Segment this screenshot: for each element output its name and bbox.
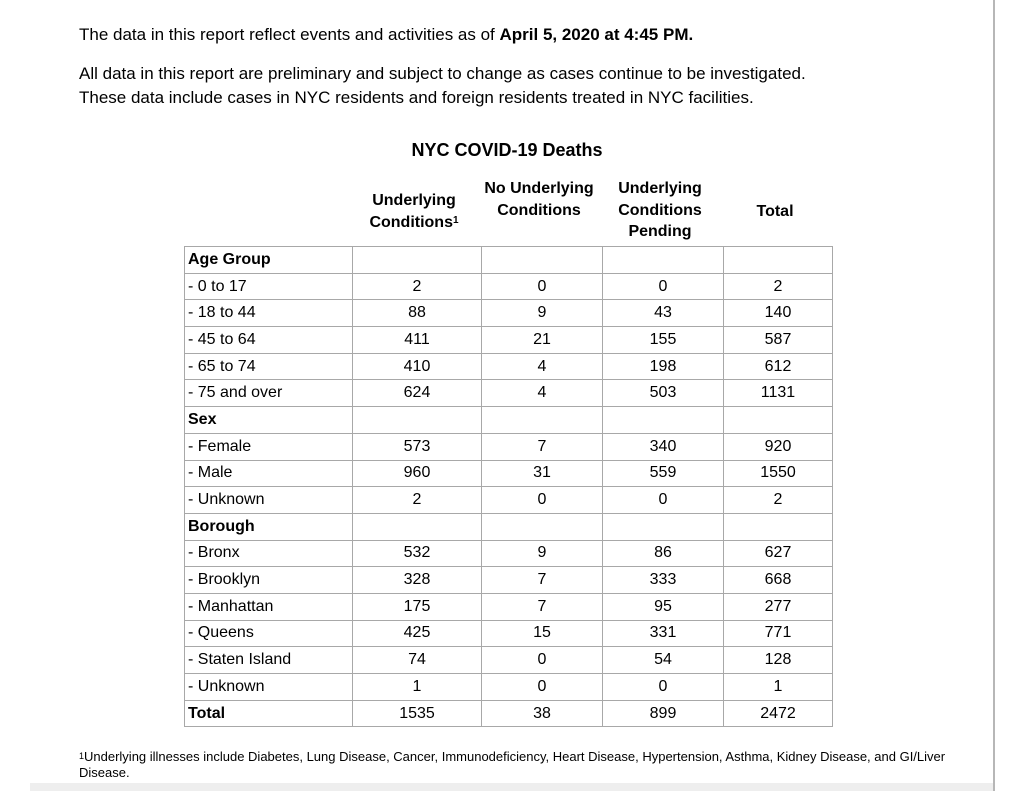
underlying-value [353,513,482,540]
section-row [185,513,833,540]
pending-value: 95 [603,593,724,620]
table-row [185,540,833,567]
no-underlying-value: 31 [482,460,603,487]
pending-value: 0 [603,674,724,701]
total-value: 128 [724,647,833,674]
no-underlying-value [482,407,603,434]
table-row [185,460,833,487]
table-row [185,620,833,647]
total-value: 627 [724,540,833,567]
row-label: - Unknown [185,674,353,701]
pending-value: 331 [603,620,724,647]
table-row [185,433,833,460]
underlying-value [353,407,482,434]
pending-value: 86 [603,540,724,567]
total-value: 140 [724,300,833,327]
total-value: 2472 [724,700,833,727]
total-value [724,407,833,434]
deaths-table-body [185,247,833,727]
total-value: 2 [724,487,833,514]
pending-value: 0 [603,273,724,300]
pending-value: 340 [603,433,724,460]
underlying-value: 328 [353,567,482,594]
no-underlying-value: 38 [482,700,603,727]
pending-value: 559 [603,460,724,487]
page-bottom-shadow [30,783,993,791]
pending-value: 503 [603,380,724,407]
report-date-line [79,24,693,46]
table-row [185,380,833,407]
table-row [185,487,833,514]
row-label: - 18 to 44 [185,300,353,327]
no-underlying-value: 0 [482,647,603,674]
no-underlying-value [482,513,603,540]
row-label: - 75 and over [185,380,353,407]
row-label: - Bronx [185,540,353,567]
total-value: 277 [724,593,833,620]
total-value [724,513,833,540]
header-total: Total [756,203,794,220]
no-underlying-value: 0 [482,674,603,701]
total-value: 668 [724,567,833,594]
total-value: 1131 [724,380,833,407]
row-label: - Manhattan [185,593,353,620]
underlying-value: 573 [353,433,482,460]
header-no-underlying-conditions: No Underlying Conditions [484,180,594,219]
table-row [185,674,833,701]
no-underlying-value: 9 [482,300,603,327]
pending-value: 43 [603,300,724,327]
underlying-value: 1 [353,674,482,701]
underlying-value: 175 [353,593,482,620]
no-underlying-value: 0 [482,487,603,514]
pending-value: 0 [603,487,724,514]
table-row [185,567,833,594]
row-label: Borough [185,513,353,540]
footnote-ref: 1 [452,214,459,226]
underlying-value: 532 [353,540,482,567]
section-row [185,407,833,434]
section-row [185,247,833,274]
deaths-table [184,246,833,727]
no-underlying-value: 0 [482,273,603,300]
disclaimer-line-2: These data include cases in NYC residents and foreign residents treated in NYC facilities. [79,88,754,107]
total-value: 612 [724,353,833,380]
pending-value: 155 [603,327,724,354]
underlying-value: 425 [353,620,482,647]
footnote-text: Underlying illnesses include Diabetes, Lung Disease, Cancer, Immunodeficiency, Heart Disease, Hypertension, Asthma, Kidney Disease, and GI/Liver Disease. [79,749,946,780]
pending-value [603,407,724,434]
no-underlying-value: 7 [482,433,603,460]
pending-value: 54 [603,647,724,674]
row-label: - Staten Island [185,647,353,674]
no-underlying-value: 21 [482,327,603,354]
pending-value [603,247,724,274]
no-underlying-value: 15 [482,620,603,647]
total-value: 1 [724,674,833,701]
total-value: 1550 [724,460,833,487]
underlying-value: 88 [353,300,482,327]
row-label: - 65 to 74 [185,353,353,380]
page-edge [993,0,995,791]
no-underlying-value: 7 [482,593,603,620]
underlying-value: 2 [353,487,482,514]
table-title: NYC COVID-19 Deaths [411,140,603,160]
footnote-marker: 1 [79,751,85,761]
total-value: 587 [724,327,833,354]
no-underlying-value [482,247,603,274]
underlying-value: 410 [353,353,482,380]
underlying-value: 624 [353,380,482,407]
row-label: - Male [185,460,353,487]
underlying-value: 411 [353,327,482,354]
row-label: Sex [185,407,353,434]
underlying-value [353,247,482,274]
pending-value: 198 [603,353,724,380]
report-date-prefix: The data in this report reflect events and activities as of [79,25,500,44]
pending-value: 899 [603,700,724,727]
underlying-value: 74 [353,647,482,674]
no-underlying-value: 4 [482,380,603,407]
total-value: 920 [724,433,833,460]
row-label: - Unknown [185,487,353,514]
row-label: - 45 to 64 [185,327,353,354]
underlying-value: 1535 [353,700,482,727]
header-underlying-text: Underlying Conditions [369,192,456,231]
table-row [185,647,833,674]
total-value: 771 [724,620,833,647]
table-row [185,353,833,380]
total-row [185,700,833,727]
row-label: - Female [185,433,353,460]
disclaimer [79,62,806,110]
underlying-value: 960 [353,460,482,487]
total-value [724,247,833,274]
header-conditions-pending: Underlying Conditions Pending [618,180,702,240]
table-row [185,300,833,327]
pending-value: 333 [603,567,724,594]
disclaimer-line-1: All data in this report are preliminary and subject to change as cases continue to be investigated. [79,64,806,83]
underlying-value: 2 [353,273,482,300]
no-underlying-value: 4 [482,353,603,380]
total-value: 2 [724,273,833,300]
report-date: April 5, 2020 at 4:45 PM. [499,25,694,44]
row-label: - Brooklyn [185,567,353,594]
no-underlying-value: 9 [482,540,603,567]
no-underlying-value: 7 [482,567,603,594]
footnote [79,749,959,781]
row-label: - Queens [185,620,353,647]
row-label: Age Group [185,247,353,274]
table-row [185,593,833,620]
header-underlying-conditions [355,190,473,233]
table-row [185,273,833,300]
table-row [185,327,833,354]
pending-value [603,513,724,540]
row-label: Total [185,700,353,727]
row-label: - 0 to 17 [185,273,353,300]
